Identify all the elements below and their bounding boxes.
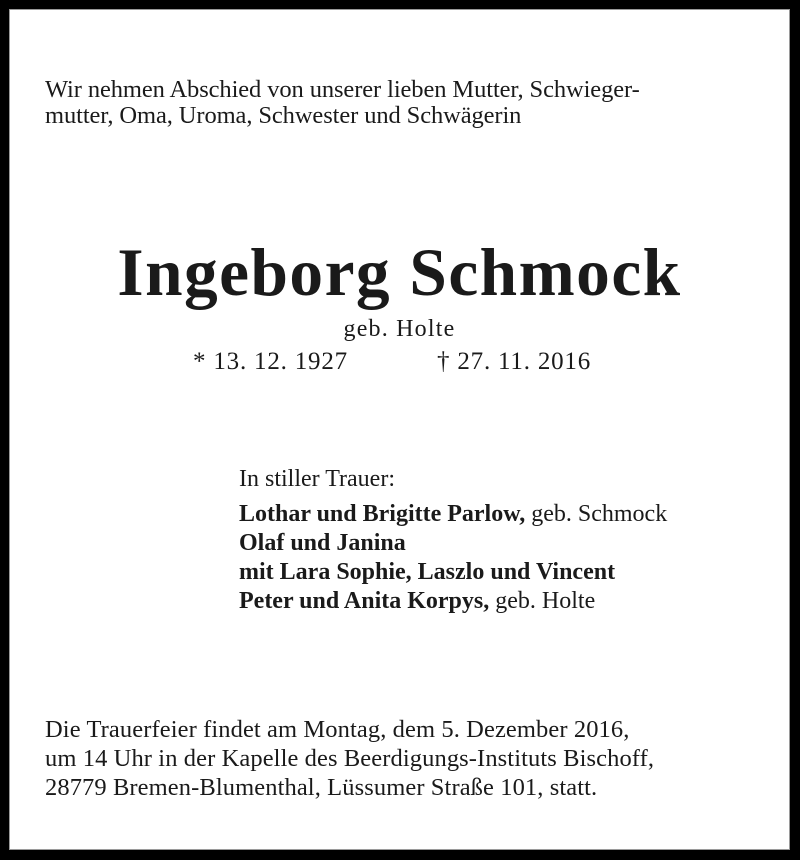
- mourner-note: geb. Schmock: [525, 501, 668, 527]
- mourner-names: Olaf und Janina: [239, 530, 406, 556]
- mourners-block: [239, 465, 667, 616]
- maiden-name: geb. Holte: [343, 316, 456, 342]
- birth-date: * 13. 12. 1927: [193, 348, 348, 375]
- mourner-names: mit Lara Sophie, Laszlo und Vincent: [239, 559, 616, 585]
- deceased-name: Ingeborg Schmock: [117, 234, 682, 310]
- mourner-names: Peter und Anita Korpys,: [239, 588, 490, 614]
- service-line: um 14 Uhr in der Kapelle des Beerdigungs-Instituts Bischoff,: [45, 745, 655, 772]
- mourner-row: [239, 529, 667, 558]
- death-date: † 27. 11. 2016: [437, 348, 592, 375]
- mourner-note: geb. Holte: [489, 588, 596, 614]
- mourner-row: [239, 558, 667, 587]
- obituary-card: [9, 9, 790, 850]
- mourner-row: [239, 587, 667, 616]
- mourner-names: Lothar und Brigitte Parlow,: [239, 501, 526, 527]
- life-dates: [10, 347, 789, 377]
- intro-text: [45, 77, 775, 129]
- service-line: 28779 Bremen-Blumenthal, Lüssumer Straße 101, statt.: [45, 774, 598, 801]
- service-line: Die Trauerfeier findet am Montag, dem 5. Dezember 2016,: [45, 716, 630, 743]
- service-info: [45, 715, 654, 802]
- mourner-row: [239, 500, 667, 529]
- intro-line: mutter, Oma, Uroma, Schwester und Schwägerin: [45, 102, 522, 129]
- mourners-heading: In stiller Trauer:: [239, 466, 395, 492]
- intro-line: Wir nehmen Abschied von unserer lieben Mutter, Schwieger-: [45, 76, 640, 103]
